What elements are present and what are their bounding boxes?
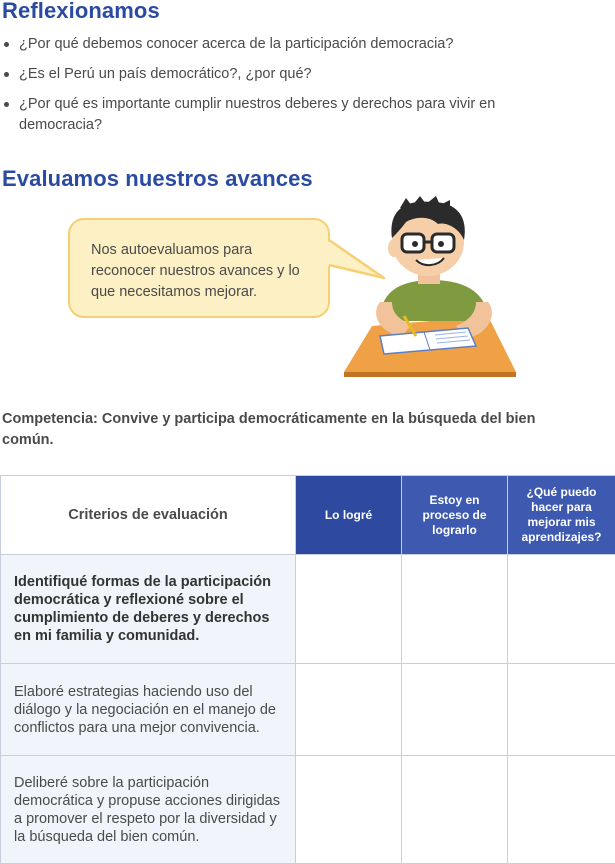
section-title-reflexionamos: Reflexionamos [2,0,160,24]
list-item [2,94,602,136]
section-title-evaluamos: Evaluamos nuestros avances [2,166,313,192]
question-text: ¿Por qué debemos conocer acerca de la participación democracia? [19,36,453,52]
list-item [2,34,602,55]
bullet-icon [4,102,9,107]
bullet-icon [4,72,9,77]
table-row [1,664,615,756]
header-criterios: Criterios de evaluación [1,476,296,555]
question-text: ¿Es el Perú un país democrático?, ¿por qué? [19,66,312,82]
header-lo-logre: Lo logré [296,476,402,555]
criterion-text: Identifiqué formas de la participación democrática y reflexioné sobre el cumplimiento de deberes y derechos en mi familia y comunidad. [1,555,296,664]
cell-lo-logre[interactable] [296,756,402,864]
cell-lo-logre[interactable] [296,555,402,664]
speech-bubble-text: Nos autoevaluamos para reconocer nuestros avances y lo que necesitamos mejorar. [91,242,300,300]
reflection-questions-list [2,34,602,145]
cell-en-proceso[interactable] [402,555,508,664]
bullet-icon [4,42,9,47]
cell-como-mejorar[interactable] [508,555,615,664]
competency-statement: Competencia: Convive y participa democráticamente en la búsqueda del bien común. [2,409,562,451]
header-como-mejorar: ¿Qué puedo hacer para mejorar mis aprendizajes? [508,476,615,555]
evaluation-table [0,475,615,864]
cell-en-proceso[interactable] [402,756,508,864]
table-row [1,756,615,864]
cell-como-mejorar[interactable] [508,756,615,864]
question-text: ¿Por qué es importante cumplir nuestros deberes y derechos para vivir en democracia? [19,96,495,133]
table-row [1,555,615,664]
cell-como-mejorar[interactable] [508,664,615,756]
speech-bubble [68,218,330,318]
criterion-text: Elaboré estrategias haciendo uso del diálogo y la negociación en el manejo de conflictos para una mejor convivencia. [1,664,296,756]
student-illustration [340,196,530,381]
criterion-text: Deliberé sobre la participación democrática y propuse acciones dirigidas a promover el respeto por la diversidad y la búsqueda del bien común. [1,756,296,864]
list-item [2,64,602,85]
cell-en-proceso[interactable] [402,664,508,756]
header-en-proceso: Estoy en proceso de lograrlo [402,476,508,555]
cell-lo-logre[interactable] [296,664,402,756]
